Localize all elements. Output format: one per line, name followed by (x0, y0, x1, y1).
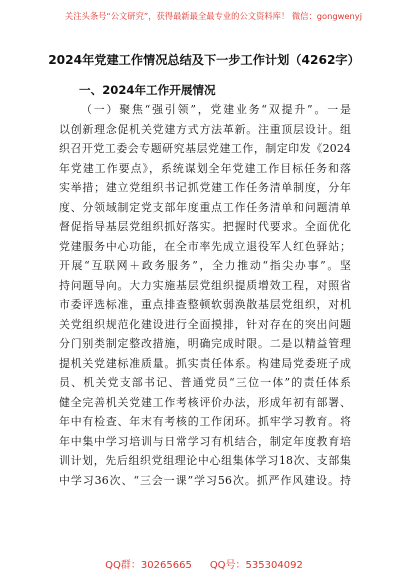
qq-account-number: QQ号：535304092 (209, 560, 303, 571)
section-heading: 一、2024年工作开展情况 (79, 83, 216, 97)
qq-group-number: QQ群：30265665 (105, 560, 192, 571)
text-line: 实举措；建立党组织书记抓党建工作任务清单制度，分年 (59, 181, 351, 194)
text-line: 市委评选标准，重点排查整顿软弱涣散基层党组织，对机 (59, 298, 351, 311)
text-line: 持问题导向。大力实施基层党组织提质增效工程，对照省 (59, 278, 351, 292)
text-line: 开展“互联网＋政务服务”，全力推动“指尖办事”。坚 (59, 259, 351, 272)
body-paragraph (59, 100, 351, 490)
text-line: 党建服务中心功能，在全市率先成立退役军人红色驿站； (59, 239, 351, 253)
text-line: 年党建工作要点》，系统谋划全年党建工作目标任务和落 (59, 161, 351, 175)
text-line: 健全完善机关党建工作考核评价办法，形成年初有部署、 (59, 395, 351, 409)
contact-footer (0, 560, 408, 572)
text-line: 督促指导基层党组织抓好落实。把握时代要求。全面优化 (59, 220, 351, 233)
text-line: 提机关党建标准质量。抓实责任体系。构建局党委班子成 (59, 356, 351, 370)
text-line: 训计划，先后组织党组理论中心组集体学习18次、支部集 (59, 454, 351, 467)
document-title: 2024年党建工作情况总结及下一步工作计划（4262字） (48, 53, 360, 67)
text-line: 织召开党工委会专题研究基层党建工作，制定印发《2024 (59, 142, 351, 155)
text-line: 分门别类制定整改措施，明确完成时限。二是以精益管理 (59, 337, 351, 350)
text-line: 关党组织规范化建设进行全面摸排，针对存在的突出问题 (59, 317, 351, 331)
promo-banner: 关注头条号“公文研究”，获得最新最全最专业的公文资料库！ 微信：gongwenyj (64, 11, 362, 21)
text-line: 员、机关党支部书记、普通党员“三位一体”的责任体系 (59, 376, 351, 389)
text-line: 中学习36次、“三会一课”学习56次。抓严作风建设。持 (59, 473, 351, 487)
text-line: （一）聚焦“强引领”，党建业务“双提升”。一是 (81, 103, 351, 116)
text-line: 度、分领域制定党支部年度重点工作任务清单和问题清单 (59, 200, 351, 214)
text-line: 年中有检查、年末有考核的工作闭环。抓牢学习教育。将 (59, 415, 351, 428)
text-line: 年中集中学习培训与日常学习有机结合，制定年度教育培 (59, 434, 351, 448)
text-line: 以创新理念促机关党建方式方法革新。注重顶层设计。组 (59, 122, 351, 136)
